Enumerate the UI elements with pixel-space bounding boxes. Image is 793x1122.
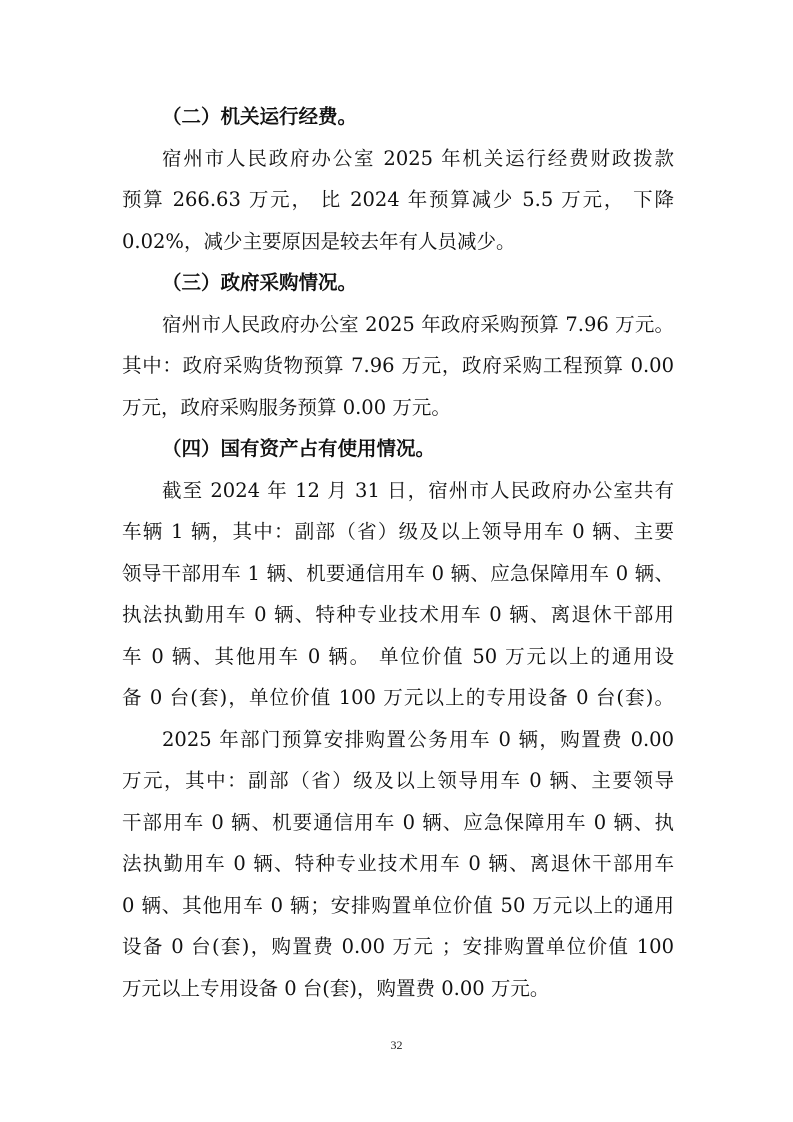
paragraph-line: 万元，政府采购服务预算 0.00 万元。 [122,395,451,419]
paragraph-line: 执法执勤用车 0 辆、特种专业技术用车 0 辆、离退休干部用 [122,603,674,626]
paragraph-line: 法执勤用车 0 辆、特种专业技术用车 0 辆、离退休干部用车 [122,852,674,875]
paragraph-line: 预算 266.63 万元， 比 2024 年预算减少 5.5 万元， 下降 [122,188,674,211]
paragraph-line: 宿州市人民政府办公室 2025 年政府采购预算 7.96 万元。 [162,312,674,336]
paragraph-line: 万元，其中：副部（省）级及以上领导用车 0 辆、主要领导 [122,769,674,792]
paragraph-line: 备 0 台(套)，单位价值 100 万元以上的专用设备 0 台(套)。 [122,686,674,709]
paragraph-line: 车辆 1 辆，其中：副部（省）级及以上领导用车 0 辆、主要 [122,520,674,543]
paragraph-line: 领导干部用车 1 辆、机要通信用车 0 辆、应急保障用车 0 辆、 [122,561,674,585]
paragraph-line: 万元以上专用设备 0 台(套)，购置费 0.00 万元。 [122,976,550,1000]
heading-government-procurement: （三）政府采购情况。 [162,271,358,294]
paragraph-line: 2025 年部门预算安排购置公务用车 0 辆，购置费 0.00 [162,727,674,751]
body-text [122,96,674,1009]
paragraph-line: 截至 2024 年 12 月 31 日，宿州市人民政府办公室共有 [162,478,674,502]
page-number: 32 [390,1038,403,1052]
paragraph-line: 干部用车 0 辆、机要通信用车 0 辆、应急保障用车 0 辆、执 [122,810,674,834]
paragraph-line: 0 辆、其他用车 0 辆；安排购置单位价值 50 万元以上的通用 [122,893,674,917]
heading-operating-expenses: （二）机关运行经费。 [162,105,358,128]
paragraph-line: 宿州市人民政府办公室 2025 年机关运行经费财政拨款 [162,146,674,170]
paragraph-line: 其中：政府采购货物预算 7.96 万元，政府采购工程预算 0.00 [122,354,674,377]
paragraph-line: 车 0 辆、其他用车 0 辆。 单位价值 50 万元以上的通用设 [122,644,674,668]
paragraph-line: 0.02%，减少主要原因是较去年有人员减少。 [122,229,516,253]
paragraph-line: 设备 0 台(套)，购置费 0.00 万元 ；安排购置单位价值 100 [122,935,674,958]
heading-state-assets: （四）国有资产占有使用情况。 [162,437,436,460]
